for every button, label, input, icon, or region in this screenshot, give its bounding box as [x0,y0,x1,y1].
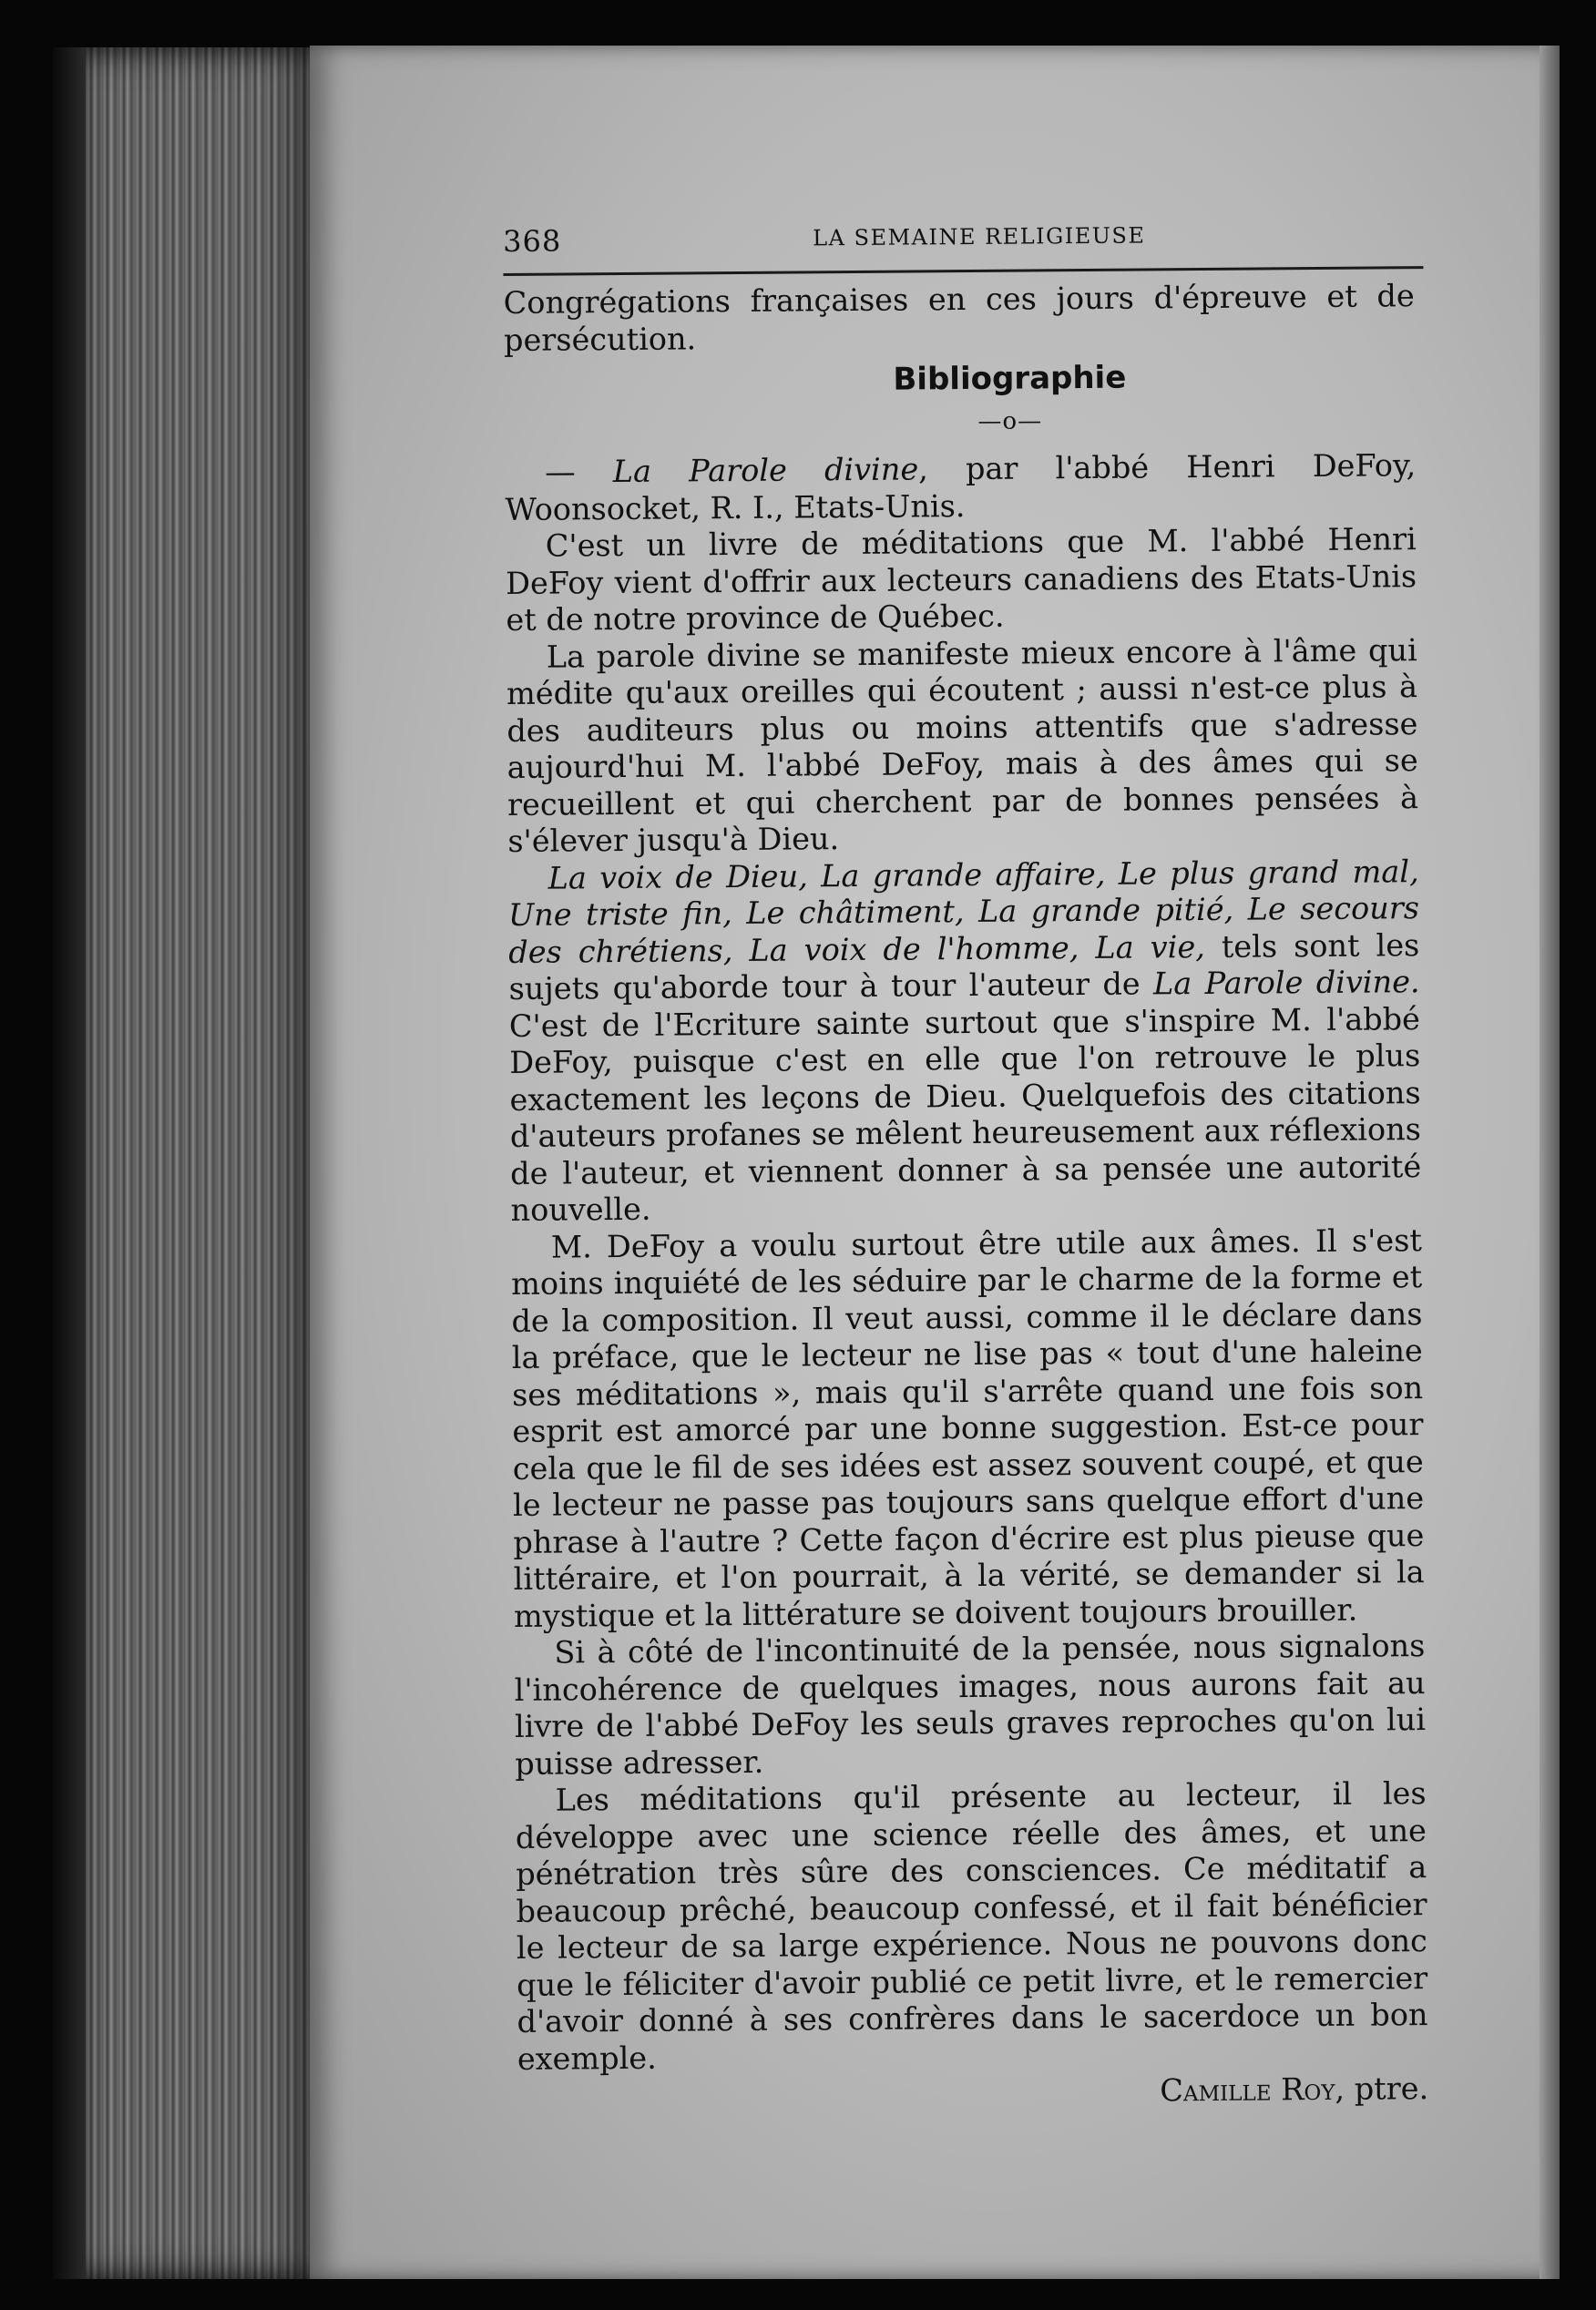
page-right-edge [1540,46,1560,2279]
book-title: La Parole divine [612,451,919,490]
entry-citation: , par l'abbé Henri DeFoy, Woonsocket, R. I., Etats-Unis. [505,447,1417,527]
section-title: Bibliographie [893,359,1127,398]
opening-text: Congrégations françaises en ces jours d'épreuve et de persécution. [503,278,1415,358]
paragraph-5: Si à côté de l'incontinuité de la pensée, nous signalons l'incohérence de quelques images, nous aurons fait au livre de l'abbé DeFoy les seuls graves reproches qu'on lui puisse adresser. [514,1628,1427,1782]
page-header [503,213,1414,268]
paragraph-3-book-title: La Parole divine. [1152,964,1420,1002]
paragraph-1: C'est un livre de méditations que M. l'abbé Henri DeFoy vient d'offrir aux lecteurs canadiens des Etats-Unis et de notre province de Québec. [505,521,1417,638]
paragraph-2: La parole divine se manifeste mieux encore à l'âme qui médite qu'aux oreilles qui écoutent ; aussi n'est-ce plus à des auditeurs plus ou moins attentifs que s'adresse aujourd'hui M. l'abbé DeFoy, mais à des âmes qui se recueillent et qui cherchent par de bonnes pensées à s'élever jusqu'à Dieu. [506,631,1419,859]
spine-shadow [53,47,86,2279]
signature [517,2070,1428,2114]
bibliographic-entry [505,447,1417,528]
meditation-titles: La voix de Dieu, La grande affaire, Le plus grand mal, Une triste fin, Le châtiment, La grande pitié, Le secours des chrétiens, La voix de l'homme, La vie, [507,853,1420,970]
section-ornament: —o— [977,406,1043,435]
paragraph-3 [508,853,1422,1230]
paragraph-4: M. DeFoy a voulu surtout être utile aux âmes. Il s'est moins inquiété de les séduire par le charme de la forme et de la composition. Il veut aussi, comme il le déclare dans la préface, que le lecteur ne lise pas « tout d'une haleine ses méditations », mais qu'il s'arrête quand une fois son esprit est amorcé par une bonne suggestion. Est-ce pour cela que le fil de ses idées est assez souvent coupé, et que le lecteur ne passe pas toujours sans quelque effort d'une phrase à l'autre ? Cette façon d'écrire est plus pieuse que littéraire, et l'on pourrait, à la vérité, se demander si la mystique et la littérature se doivent toujours brouiller. [511,1221,1425,1634]
signature-author: Camille Roy [1160,2070,1335,2109]
running-head: LA SEMAINE RELIGIEUSE [813,222,1146,251]
paragraph-3-mid: tels sont les sujets qu'aborde tour à tour l'auteur de [508,926,1420,1007]
page-number: 368 [503,223,562,259]
body-text [504,278,1429,2114]
text-block [503,213,1428,2114]
entry-lead-dash: — [545,454,613,490]
header-rule [503,266,1423,276]
printed-page [310,46,1556,2279]
signature-suffix: , ptre. [1335,2070,1429,2107]
book-page-edges [53,47,326,2279]
paragraph-6: Les méditations qu'il présente au lecteur, il les développe avec une science réelle des âmes, et une pénétration très sûre des consciences. Ce méditatif a beaucoup prêché, beaucoup confessé, et il fait bénéficier le lecteur de sa large expérience. Nous ne pouvons donc que le féliciter d'avoir publié ce petit livre, et le remercier d'avoir donné à ses confrères dans le sacerdoce un bon exemple. [515,1775,1428,2077]
paragraph-3-rest: C'est de l'Ecriture sainte surtout que s'inspire M. l'abbé DeFoy, puisque c'est en elle que l'on retrouve le plus exactement les leçons de Dieu. Quelquefois des citations d'auteurs profanes se mêlent heureusement aux réflexions de l'auteur, et viennent donner à sa pensée une autorité nouvelle. [508,1000,1422,1228]
